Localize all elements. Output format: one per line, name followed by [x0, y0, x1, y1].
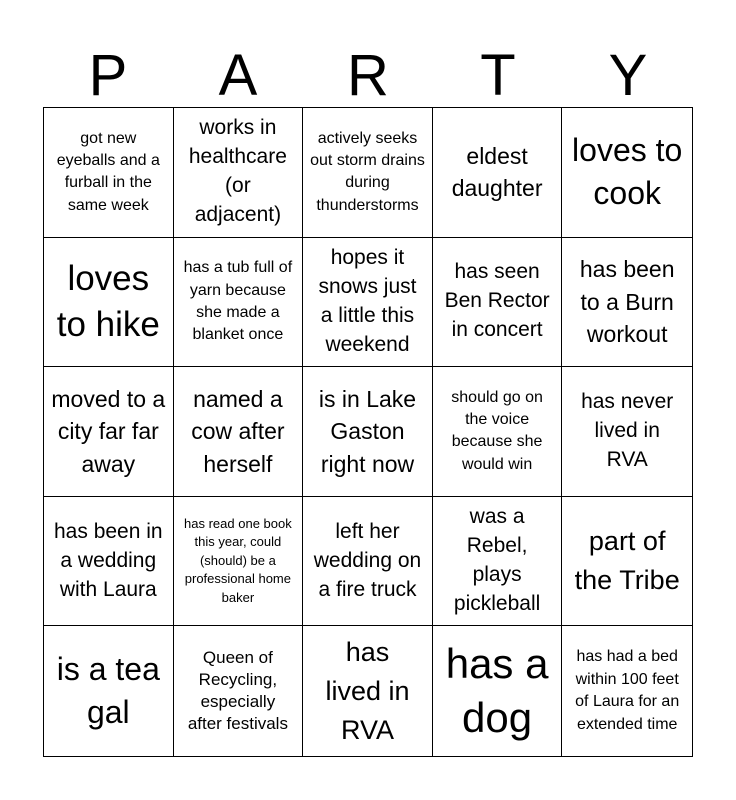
cell-text: works in healthcare (or adjacent): [188, 116, 287, 227]
cell-text: got new eyeballs and a furball in the same week: [56, 129, 160, 214]
cell-text: has been in a wedding with Laura: [54, 519, 163, 601]
bingo-grid: [43, 107, 693, 757]
cell-text: part of the Tribe: [574, 526, 680, 596]
cell-text: has a tub full of yarn because she made a blanket once: [183, 259, 293, 344]
bingo-cell-r3c3[interactable]: [303, 367, 433, 497]
bingo-cell-r3c5[interactable]: [562, 367, 692, 497]
bingo-cell-r4c2[interactable]: [174, 497, 304, 627]
cell-text: named a cow after herself: [191, 385, 285, 477]
header-letter-a: A: [218, 43, 258, 108]
bingo-cell-r5c4[interactable]: [433, 626, 563, 756]
bingo-cell-r4c3[interactable]: [303, 497, 433, 627]
bingo-cell-r4c5[interactable]: [562, 497, 692, 627]
bingo-cell-r5c5[interactable]: [562, 626, 692, 756]
bingo-cell-r4c1[interactable]: [44, 497, 174, 627]
header-letter-t: T: [480, 43, 516, 108]
bingo-cell-r2c2[interactable]: [174, 238, 304, 368]
cell-text: Queen of Recycling, especially after festivals: [187, 648, 288, 734]
bingo-cell-r2c5[interactable]: [562, 238, 692, 368]
bingo-cell-r5c2[interactable]: [174, 626, 304, 756]
cell-text: is a tea gal: [56, 651, 160, 731]
bingo-header: [43, 44, 693, 108]
cell-text: has lived in RVA: [325, 636, 410, 745]
bingo-cell-r1c5[interactable]: [562, 108, 692, 238]
cell-text: loves to hike: [56, 259, 160, 344]
bingo-cell-r1c1[interactable]: [44, 108, 174, 238]
bingo-cell-r2c3[interactable]: [303, 238, 433, 368]
header-letter-p: P: [88, 43, 128, 108]
cell-text: has never lived in RVA: [581, 390, 674, 471]
cell-text: has seen Ben Rector in concert: [444, 260, 550, 342]
bingo-cell-r2c4[interactable]: [433, 238, 563, 368]
bingo-cell-r4c4[interactable]: [433, 497, 563, 627]
cell-text: has read one book this year, could (should) be a professional home baker: [184, 515, 292, 605]
cell-text: hopes it snows just a little this weekend: [318, 245, 417, 356]
bingo-cell-r1c3[interactable]: [303, 108, 433, 238]
bingo-cell-r5c3[interactable]: [303, 626, 433, 756]
cell-text: left her wedding on a fire truck: [313, 519, 422, 601]
bingo-cell-r3c1[interactable]: [44, 367, 174, 497]
cell-text: has a dog: [445, 639, 549, 742]
cell-text: loves to cook: [572, 132, 683, 212]
cell-text: has had a bed within 100 feet of Laura for an extended time: [575, 648, 680, 733]
header-letter-r: R: [347, 43, 389, 108]
cell-text: has been to a Burn workout: [579, 255, 675, 348]
cell-text: actively seeks out storm drains during thunderstorms: [310, 129, 425, 214]
bingo-cell-r1c4[interactable]: [433, 108, 563, 238]
bingo-cell-r1c2[interactable]: [174, 108, 304, 238]
bingo-cell-r5c1[interactable]: [44, 626, 174, 756]
header-letter-y: Y: [608, 43, 648, 108]
cell-text: is in Lake Gaston right now: [318, 385, 417, 477]
cell-text: was a Rebel, plays pickleball: [453, 505, 541, 616]
bingo-cell-r3c2[interactable]: [174, 367, 304, 497]
bingo-cell-r3c4[interactable]: [433, 367, 563, 497]
cell-text: eldest daughter: [451, 142, 543, 202]
bingo-cell-r2c1[interactable]: [44, 238, 174, 368]
cell-text: moved to a city far far away: [51, 385, 166, 477]
cell-text: should go on the voice because she would win: [451, 388, 543, 473]
